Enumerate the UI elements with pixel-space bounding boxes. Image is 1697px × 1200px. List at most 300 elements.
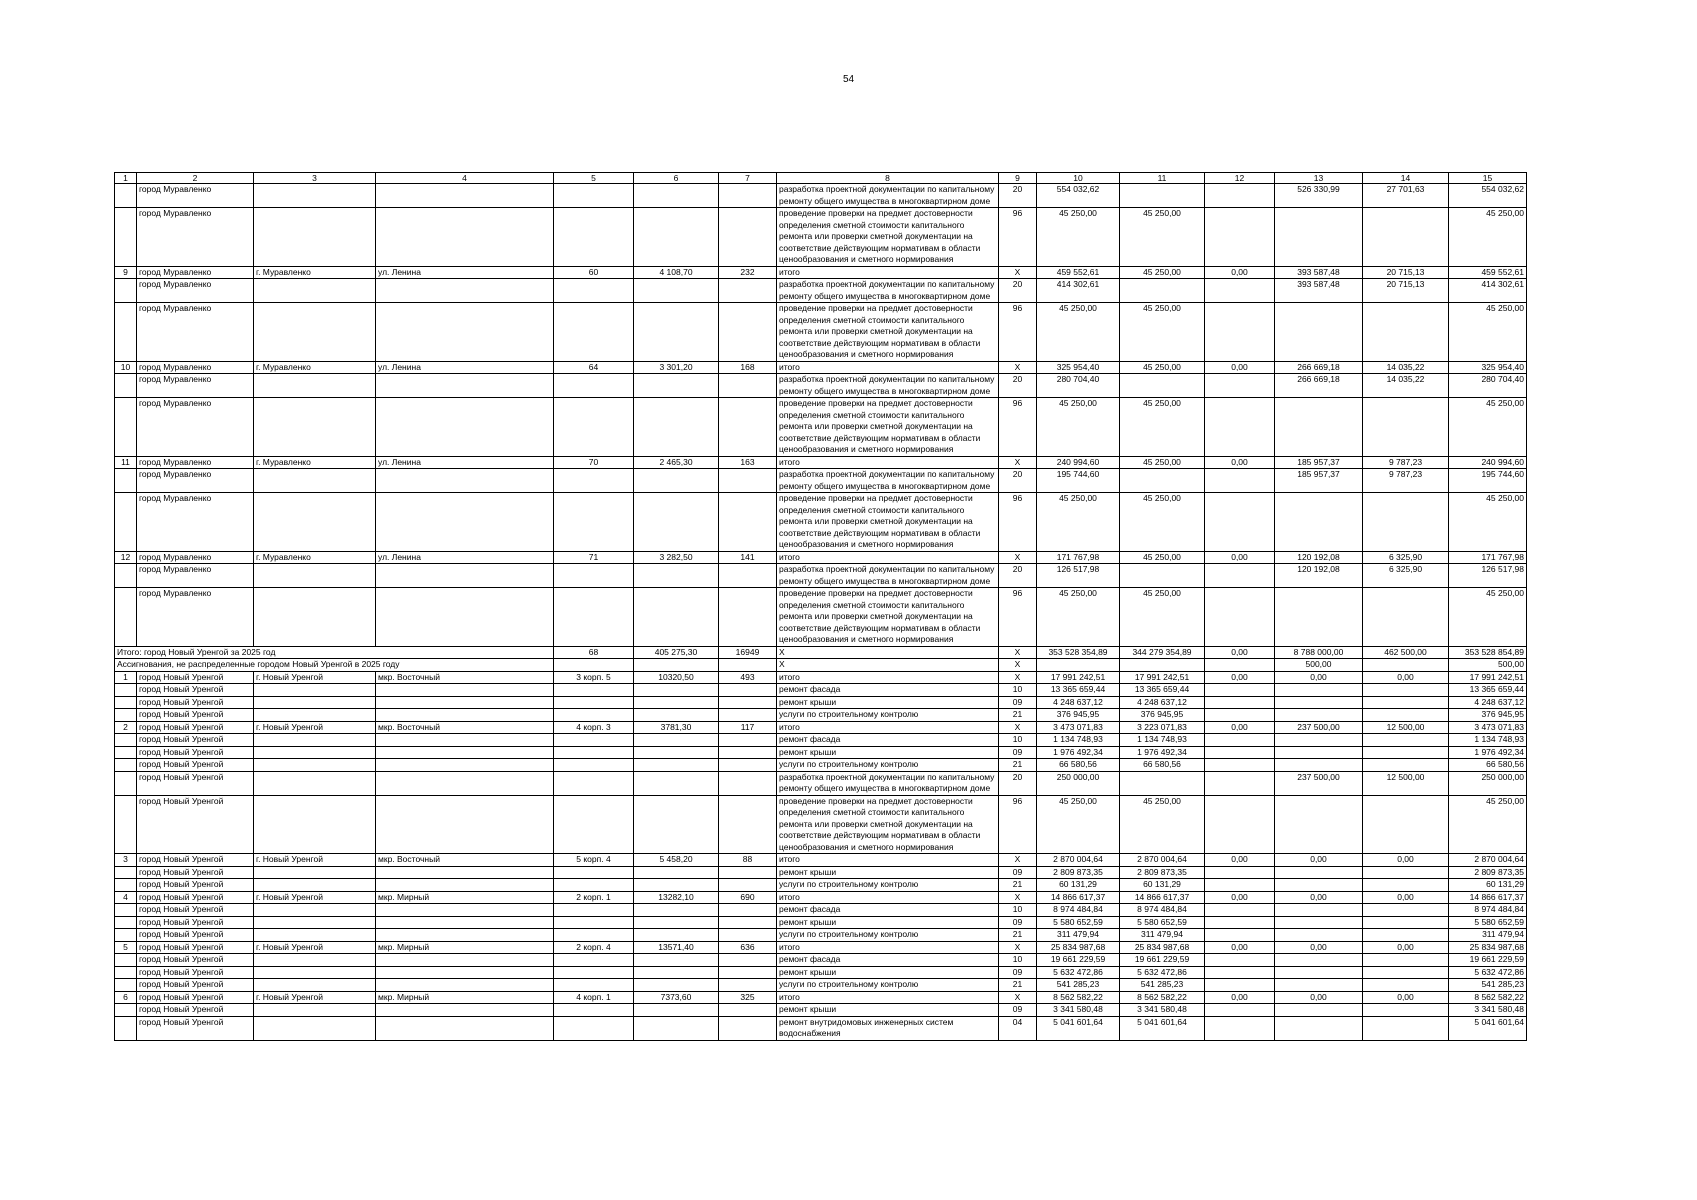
- table-cell: город Муравленко: [137, 279, 254, 303]
- table-cell: 09: [999, 746, 1037, 759]
- work-type-cell: итого: [777, 991, 999, 1004]
- table-cell: [376, 469, 554, 493]
- table-cell: [115, 734, 137, 747]
- table-cell: [1363, 303, 1449, 362]
- table-cell: [376, 966, 554, 979]
- work-type-cell: ремонт фасада: [777, 904, 999, 917]
- table-cell: 45 250,00: [1120, 208, 1205, 267]
- table-cell: [376, 588, 554, 647]
- table-cell: 8 562 582,22: [1449, 991, 1527, 1004]
- table-cell: [634, 659, 719, 672]
- table-cell: мкр. Восточный: [376, 854, 554, 867]
- table-cell: [254, 771, 376, 795]
- table-cell: [554, 374, 634, 398]
- table-cell: [719, 184, 777, 208]
- table-cell: 3 341 580,48: [1120, 1004, 1205, 1017]
- table-cell: [554, 208, 634, 267]
- table-cell: 68: [554, 646, 634, 659]
- table-cell: [1363, 684, 1449, 697]
- table-cell: 96: [999, 493, 1037, 552]
- table-cell: [1120, 564, 1205, 588]
- table-cell: [376, 279, 554, 303]
- table-cell: 13571,40: [634, 941, 719, 954]
- table-cell: [1363, 979, 1449, 992]
- table-cell: город Новый Уренгой: [137, 709, 254, 722]
- table-cell: [554, 866, 634, 879]
- table-cell: [634, 684, 719, 697]
- table-cell: [554, 684, 634, 697]
- table-cell: [719, 979, 777, 992]
- table-cell: [719, 279, 777, 303]
- table-cell: [254, 469, 376, 493]
- table-cell: 21: [999, 759, 1037, 772]
- table-cell: [554, 659, 634, 672]
- table-cell: 13 365 659,44: [1037, 684, 1120, 697]
- table-cell: [1275, 904, 1363, 917]
- table-cell: [634, 879, 719, 892]
- table-cell: город Муравленко: [137, 398, 254, 457]
- table-cell: 71: [554, 551, 634, 564]
- table-cell: 11: [115, 456, 137, 469]
- table-cell: [115, 588, 137, 647]
- table-cell: [254, 966, 376, 979]
- table-row: [115, 721, 1527, 734]
- table-cell: 5 632 472,86: [1120, 966, 1205, 979]
- table-cell: 21: [999, 879, 1037, 892]
- table-cell: X: [999, 646, 1037, 659]
- table-cell: 237 500,00: [1275, 771, 1363, 795]
- table-cell: 690: [719, 891, 777, 904]
- table-cell: 45 250,00: [1120, 493, 1205, 552]
- table-cell: 17 991 242,51: [1037, 671, 1120, 684]
- table-cell: 09: [999, 696, 1037, 709]
- table-cell: [634, 1016, 719, 1040]
- table-cell: [554, 184, 634, 208]
- work-type-cell: разработка проектной документации по капитальному ремонту общего имущества в многоквартирном доме: [777, 771, 999, 795]
- table-cell: [1363, 696, 1449, 709]
- table-cell: 3 282,50: [634, 551, 719, 564]
- table-cell: мкр. Восточный: [376, 671, 554, 684]
- work-type-cell: услуги по строительному контролю: [777, 929, 999, 942]
- table-cell: [1363, 904, 1449, 917]
- table-cell: 45 250,00: [1037, 398, 1120, 457]
- table-cell: ул. Ленина: [376, 551, 554, 564]
- table-cell: [115, 866, 137, 879]
- table-cell: [115, 929, 137, 942]
- work-type-cell: ремонт внутридомовых инженерных систем водоснабжения: [777, 1016, 999, 1040]
- table-cell: 60 131,29: [1449, 879, 1527, 892]
- table-cell: X: [999, 991, 1037, 1004]
- table-cell: 8 562 582,22: [1120, 991, 1205, 1004]
- table-row: [115, 795, 1527, 854]
- work-type-cell: разработка проектной документации по капитальному ремонту общего имущества в многоквартирном доме: [777, 469, 999, 493]
- table-cell: 8 974 484,84: [1120, 904, 1205, 917]
- table-cell: 414 302,61: [1037, 279, 1120, 303]
- table-cell: [1363, 398, 1449, 457]
- table-cell: 541 285,23: [1120, 979, 1205, 992]
- table-cell: [719, 904, 777, 917]
- table-cell: [254, 795, 376, 854]
- table-cell: [376, 374, 554, 398]
- table-cell: [115, 966, 137, 979]
- table-cell: 117: [719, 721, 777, 734]
- table-cell: [1120, 659, 1205, 672]
- table-row: [115, 734, 1527, 747]
- table-cell: [719, 398, 777, 457]
- table-cell: 45 250,00: [1449, 493, 1527, 552]
- table-cell: [554, 564, 634, 588]
- table-cell: 0,00: [1275, 991, 1363, 1004]
- column-number: 7: [719, 173, 777, 184]
- table-row: [115, 208, 1527, 267]
- table-cell: город Муравленко: [137, 184, 254, 208]
- table-cell: [1363, 709, 1449, 722]
- table-cell: 14 035,22: [1363, 361, 1449, 374]
- table-cell: 45 250,00: [1120, 456, 1205, 469]
- table-cell: город Новый Уренгой: [137, 795, 254, 854]
- work-type-cell: ремонт крыши: [777, 1004, 999, 1017]
- table-cell: 2 870 004,64: [1120, 854, 1205, 867]
- table-cell: 45 250,00: [1120, 303, 1205, 362]
- table-cell: [554, 759, 634, 772]
- table-cell: [1205, 1004, 1275, 1017]
- table-cell: [1275, 916, 1363, 929]
- table-cell: [554, 771, 634, 795]
- table-cell: [634, 696, 719, 709]
- table-cell: [1275, 1016, 1363, 1040]
- table-cell: 250 000,00: [1449, 771, 1527, 795]
- table-cell: 0,00: [1363, 941, 1449, 954]
- table-cell: 0,00: [1275, 671, 1363, 684]
- table-cell: [254, 696, 376, 709]
- table-cell: 1 976 492,34: [1120, 746, 1205, 759]
- table-cell: 1 976 492,34: [1449, 746, 1527, 759]
- table-cell: г. Муравленко: [254, 361, 376, 374]
- table-cell: [719, 684, 777, 697]
- table-cell: [254, 916, 376, 929]
- work-type-cell: итого: [777, 456, 999, 469]
- table-cell: 163: [719, 456, 777, 469]
- table-cell: [376, 1004, 554, 1017]
- table-cell: 3 корп. 5: [554, 671, 634, 684]
- table-cell: 185 957,37: [1275, 469, 1363, 493]
- table-cell: 45 250,00: [1120, 266, 1205, 279]
- table-cell: [634, 1004, 719, 1017]
- table-cell: 4 корп. 3: [554, 721, 634, 734]
- table-cell: [254, 759, 376, 772]
- table-cell: [1205, 493, 1275, 552]
- table-cell: 1: [115, 671, 137, 684]
- table-cell: 14 866 617,37: [1120, 891, 1205, 904]
- table-cell: [554, 1004, 634, 1017]
- table-cell: 126 517,98: [1037, 564, 1120, 588]
- table-cell: [1363, 746, 1449, 759]
- table-cell: 3 473 071,83: [1037, 721, 1120, 734]
- table-cell: 462 500,00: [1363, 646, 1449, 659]
- table-cell: 20: [999, 279, 1037, 303]
- table-cell: [554, 966, 634, 979]
- table-cell: 325: [719, 991, 777, 1004]
- column-number: 2: [137, 173, 254, 184]
- table-cell: [115, 279, 137, 303]
- table-row: [115, 456, 1527, 469]
- table-cell: [115, 374, 137, 398]
- table-cell: [115, 1016, 137, 1040]
- table-cell: [115, 303, 137, 362]
- table-cell: 96: [999, 398, 1037, 457]
- table-cell: [719, 966, 777, 979]
- table-cell: [634, 303, 719, 362]
- table-cell: 5 041 601,64: [1037, 1016, 1120, 1040]
- table-cell: [1205, 588, 1275, 647]
- table-cell: [1275, 866, 1363, 879]
- table-cell: 16949: [719, 646, 777, 659]
- table-cell: [719, 866, 777, 879]
- table-cell: г. Новый Уренгой: [254, 891, 376, 904]
- table-cell: [376, 879, 554, 892]
- table-cell: 13 365 659,44: [1449, 684, 1527, 697]
- table-cell: [634, 374, 719, 398]
- table-cell: 0,00: [1205, 456, 1275, 469]
- table-cell: [254, 208, 376, 267]
- table-cell: 14 866 617,37: [1037, 891, 1120, 904]
- table-cell: город Новый Уренгой: [137, 696, 254, 709]
- table-cell: 405 275,30: [634, 646, 719, 659]
- table-cell: г. Новый Уренгой: [254, 991, 376, 1004]
- table-cell: 5 458,20: [634, 854, 719, 867]
- table-cell: [1275, 929, 1363, 942]
- table-cell: [1205, 469, 1275, 493]
- table-row: [115, 564, 1527, 588]
- table-cell: 21: [999, 929, 1037, 942]
- table-cell: [376, 303, 554, 362]
- table-cell: 2 870 004,64: [1037, 854, 1120, 867]
- work-type-cell: ремонт крыши: [777, 746, 999, 759]
- table-cell: [634, 954, 719, 967]
- table-cell: [554, 1016, 634, 1040]
- table-cell: [254, 1004, 376, 1017]
- table-cell: 3: [115, 854, 137, 867]
- table-cell: [719, 493, 777, 552]
- table-cell: [115, 771, 137, 795]
- table-cell: ул. Ленина: [376, 456, 554, 469]
- table-cell: 266 669,18: [1275, 361, 1363, 374]
- table-cell: [376, 1016, 554, 1040]
- table-cell: [1275, 746, 1363, 759]
- table-cell: 500,00: [1275, 659, 1363, 672]
- table-cell: [719, 746, 777, 759]
- table-cell: 344 279 354,89: [1120, 646, 1205, 659]
- table-cell: 6 325,90: [1363, 564, 1449, 588]
- table-cell: [719, 879, 777, 892]
- column-number: 3: [254, 173, 376, 184]
- table-cell: 5 580 652,59: [1449, 916, 1527, 929]
- table-cell: 10320,50: [634, 671, 719, 684]
- table-cell: 266 669,18: [1275, 374, 1363, 398]
- table-cell: [254, 1016, 376, 1040]
- table-row: [115, 966, 1527, 979]
- table-cell: 96: [999, 208, 1037, 267]
- table-cell: [376, 208, 554, 267]
- table-cell: [376, 759, 554, 772]
- table-cell: [634, 564, 719, 588]
- work-type-cell: разработка проектной документации по капитальному ремонту общего имущества в многоквартирном доме: [777, 279, 999, 303]
- table-cell: 0,00: [1363, 891, 1449, 904]
- work-type-cell: ремонт крыши: [777, 966, 999, 979]
- table-cell: город Муравленко: [137, 208, 254, 267]
- table-cell: 96: [999, 303, 1037, 362]
- table-cell: 20: [999, 771, 1037, 795]
- table-row: [115, 493, 1527, 552]
- table-cell: [1275, 966, 1363, 979]
- table-cell: 0,00: [1363, 854, 1449, 867]
- table-cell: 10: [999, 954, 1037, 967]
- table-cell: 2: [115, 721, 137, 734]
- table-cell: [634, 866, 719, 879]
- table-cell: 0,00: [1205, 721, 1275, 734]
- table-cell: 0,00: [1275, 941, 1363, 954]
- table-cell: 5 632 472,86: [1037, 966, 1120, 979]
- table-row: [115, 941, 1527, 954]
- table-cell: [719, 759, 777, 772]
- table-cell: [1205, 979, 1275, 992]
- table-cell: 325 954,40: [1037, 361, 1120, 374]
- table-row: [115, 1004, 1527, 1017]
- table-cell: город Новый Уренгой: [137, 979, 254, 992]
- table-cell: [1363, 966, 1449, 979]
- table-cell: 0,00: [1275, 891, 1363, 904]
- table-cell: [254, 184, 376, 208]
- table-cell: [634, 469, 719, 493]
- table-cell: г. Новый Уренгой: [254, 721, 376, 734]
- table-cell: 2 870 004,64: [1449, 854, 1527, 867]
- table-cell: город Новый Уренгой: [137, 891, 254, 904]
- table-cell: 1 134 748,93: [1037, 734, 1120, 747]
- table-cell: 280 704,40: [1449, 374, 1527, 398]
- table-cell: [1205, 208, 1275, 267]
- table-cell: [115, 684, 137, 697]
- table-cell: [1205, 564, 1275, 588]
- table-cell: 20: [999, 184, 1037, 208]
- work-type-cell: проведение проверки на предмет достоверности определения сметной стоимости капитального ремонта или проверки сметной документации на соответствие действующим нормативам в области ценообразования и сметного нормирования: [777, 493, 999, 552]
- table-cell: [1205, 759, 1275, 772]
- table-cell: [719, 929, 777, 942]
- table-cell: 5 041 601,64: [1449, 1016, 1527, 1040]
- table-cell: 25 834 987,68: [1037, 941, 1120, 954]
- table-cell: [115, 184, 137, 208]
- work-type-cell: ремонт крыши: [777, 696, 999, 709]
- table-row: [115, 684, 1527, 697]
- table-cell: 12: [115, 551, 137, 564]
- table-cell: 10: [999, 684, 1037, 697]
- table-cell: 353 528 854,89: [1449, 646, 1527, 659]
- table-cell: 393 587,48: [1275, 279, 1363, 303]
- table-cell: 45 250,00: [1449, 303, 1527, 362]
- table-cell: [115, 493, 137, 552]
- table-cell: 66 580,56: [1037, 759, 1120, 772]
- work-type-cell: проведение проверки на предмет достоверности определения сметной стоимости капитального ремонта или проверки сметной документации на соответствие действующим нормативам в области ценообразования и сметного нормирования: [777, 208, 999, 267]
- table-cell: [376, 684, 554, 697]
- table-cell: [554, 929, 634, 942]
- table-cell: город Новый Уренгой: [137, 746, 254, 759]
- table-cell: [254, 564, 376, 588]
- table-cell: 120 192,08: [1275, 551, 1363, 564]
- table-cell: X: [999, 671, 1037, 684]
- table-cell: [1275, 979, 1363, 992]
- table-cell: [376, 709, 554, 722]
- table-row: [115, 904, 1527, 917]
- table-cell: [554, 979, 634, 992]
- table-cell: [1363, 734, 1449, 747]
- table-cell: [1120, 771, 1205, 795]
- table-row: [115, 551, 1527, 564]
- table-cell: 60 131,29: [1037, 879, 1120, 892]
- table-cell: [1205, 734, 1275, 747]
- table-cell: 17 991 242,51: [1449, 671, 1527, 684]
- table-row: [115, 709, 1527, 722]
- table-cell: [1363, 929, 1449, 942]
- table-cell: 393 587,48: [1275, 266, 1363, 279]
- table-cell: 2 809 873,35: [1449, 866, 1527, 879]
- table-cell: 541 285,23: [1449, 979, 1527, 992]
- table-cell: [1363, 493, 1449, 552]
- table-cell: [115, 904, 137, 917]
- table-cell: [1120, 374, 1205, 398]
- table-cell: 1 134 748,93: [1449, 734, 1527, 747]
- table-cell: [554, 696, 634, 709]
- table-cell: [1205, 374, 1275, 398]
- table-cell: 96: [999, 795, 1037, 854]
- table-cell: [115, 795, 137, 854]
- table-cell: [1120, 279, 1205, 303]
- table-cell: [1363, 795, 1449, 854]
- table-cell: 5 корп. 4: [554, 854, 634, 867]
- table-cell: мкр. Мирный: [376, 891, 554, 904]
- work-type-cell: итого: [777, 721, 999, 734]
- table-cell: [376, 696, 554, 709]
- table-cell: [1275, 696, 1363, 709]
- work-type-cell: итого: [777, 266, 999, 279]
- table-cell: 10: [999, 734, 1037, 747]
- table-cell: [554, 795, 634, 854]
- table-cell: 311 479,94: [1037, 929, 1120, 942]
- table-cell: мкр. Восточный: [376, 721, 554, 734]
- table-cell: 311 479,94: [1449, 929, 1527, 942]
- table-cell: X: [999, 891, 1037, 904]
- table-cell: 240 994,60: [1449, 456, 1527, 469]
- table-cell: [376, 979, 554, 992]
- table-cell: [554, 493, 634, 552]
- table-cell: [1205, 303, 1275, 362]
- table-cell: [634, 709, 719, 722]
- table-row: [115, 303, 1527, 362]
- table-cell: [1205, 709, 1275, 722]
- table-cell: [554, 879, 634, 892]
- work-type-cell: разработка проектной документации по капитальному ремонту общего имущества в многоквартирном доме: [777, 564, 999, 588]
- work-type-cell: проведение проверки на предмет достоверности определения сметной стоимости капитального ремонта или проверки сметной документации на соответствие действующим нормативам в области ценообразования и сметного нормирования: [777, 588, 999, 647]
- table-cell: город Новый Уренгой: [137, 1016, 254, 1040]
- column-number: 6: [634, 173, 719, 184]
- table-cell: 3 473 071,83: [1449, 721, 1527, 734]
- table-cell: X: [999, 659, 1037, 672]
- table-cell: 20 715,13: [1363, 279, 1449, 303]
- table-cell: 13282,10: [634, 891, 719, 904]
- table-cell: [376, 734, 554, 747]
- table-row: [115, 1016, 1527, 1040]
- table-cell: [115, 398, 137, 457]
- table-cell: 12 500,00: [1363, 771, 1449, 795]
- table-cell: [554, 904, 634, 917]
